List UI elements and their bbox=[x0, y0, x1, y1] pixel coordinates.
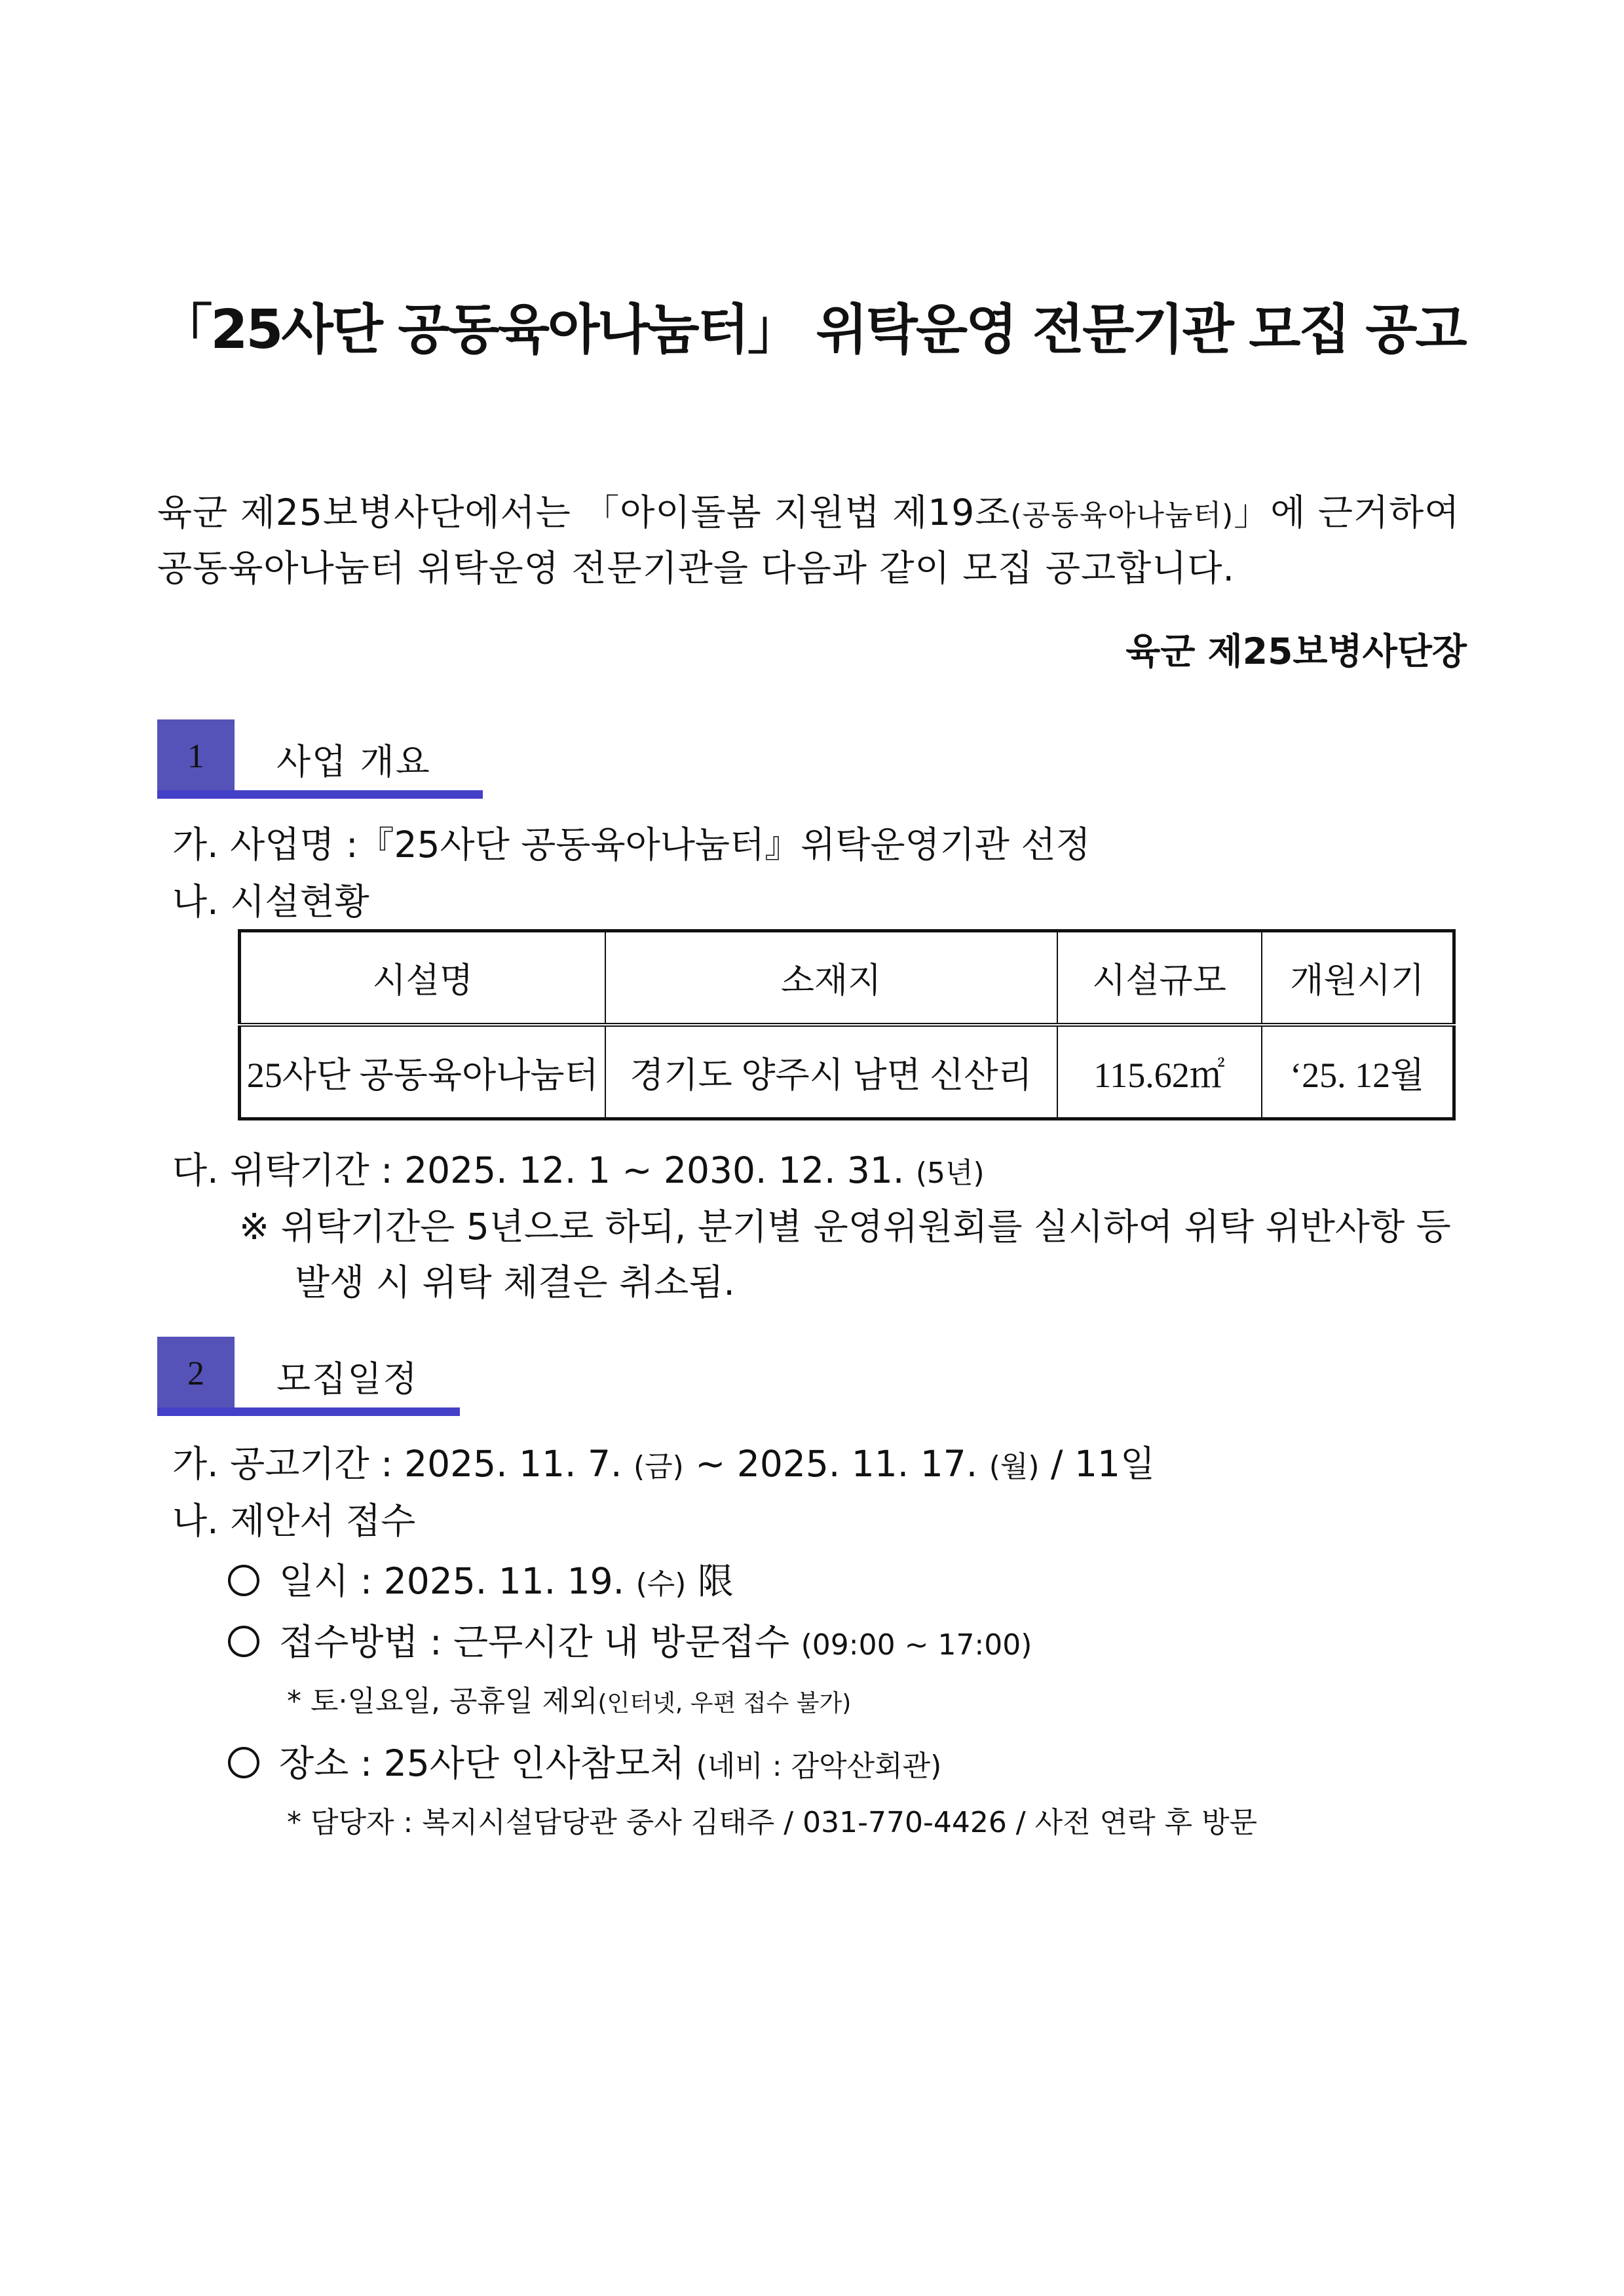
circle-bullet-icon bbox=[228, 1747, 259, 1778]
facility-header-name: 시설명 bbox=[240, 931, 605, 1025]
section-1-underline bbox=[157, 790, 483, 799]
submission-place-small: (네비 : 감악산회관) bbox=[696, 1750, 942, 1783]
item-ga-part-4: (월) bbox=[989, 1450, 1040, 1483]
submission-method-main: 접수방법 : 근무시간 내 방문접수 bbox=[279, 1621, 790, 1663]
note-line-2: 발생 시 위탁 체결은 취소됨. bbox=[295, 1261, 735, 1303]
facility-name-cell: 25사단 공동육아나눔터 bbox=[240, 1025, 605, 1119]
facility-size-cell: 115.62㎡ bbox=[1057, 1025, 1262, 1119]
intro-line-1-end: 」에 근거하여 bbox=[1234, 491, 1460, 533]
submission-date-small: (수) bbox=[635, 1567, 687, 1601]
facility-header-size: 시설규모 bbox=[1057, 931, 1262, 1025]
item-ga-part-5: / 11일 bbox=[1039, 1443, 1156, 1485]
facility-location-cell: 경기도 양주시 남면 신산리 bbox=[605, 1025, 1057, 1119]
section-1-item-na: 나. 시설현황 bbox=[172, 881, 369, 923]
section-2-number: 2 bbox=[157, 1337, 235, 1410]
item-ga-part-3: ~ 2025. 11. 17. bbox=[683, 1443, 978, 1485]
submission-method-small: (09:00 ~ 17:00) bbox=[801, 1628, 1032, 1662]
facility-header-opening: 개원시기 bbox=[1262, 931, 1454, 1025]
circle-bullet-icon bbox=[228, 1565, 259, 1596]
intro-line-2: 공동육아나눔터 위탁운영 전문기관을 다음과 같이 모집 공고합니다. bbox=[157, 547, 1236, 589]
note-line-1: ※ 위탁기간은 5년으로 하되, 분기별 운영위원회를 실시하여 위탁 위반사항 등 bbox=[239, 1206, 1451, 1248]
facility-table-row bbox=[240, 1025, 1454, 1119]
intro-line-1 bbox=[157, 484, 1467, 535]
section-1-item-da bbox=[172, 1141, 985, 1193]
submission-date-main: 일시 : 2025. 11. 19. bbox=[279, 1560, 625, 1602]
signature: 육군 제25보병사단장 bbox=[1125, 630, 1467, 672]
section-2-item-ga bbox=[172, 1435, 1155, 1487]
section-1-number: 1 bbox=[157, 719, 235, 793]
submission-place bbox=[228, 1734, 941, 1786]
submission-method-note bbox=[287, 1677, 851, 1719]
facility-opening-cell: ‘25. 12월 bbox=[1262, 1025, 1454, 1119]
item-da-main: 다. 위탁기간 : 2025. 12. 1 ~ 2030. 12. 31. bbox=[172, 1149, 905, 1191]
facility-table-header-row bbox=[240, 931, 1454, 1025]
contact-info: * 담당자 : 복지시설담당관 중사 김태주 / 031-770-4426 / 사전 연락 후 방문 bbox=[287, 1806, 1258, 1839]
facility-header-location: 소재지 bbox=[605, 931, 1057, 1025]
section-2-underline bbox=[157, 1407, 460, 1416]
facility-table bbox=[238, 929, 1456, 1120]
item-ga-part-1: 가. 공고기간 : 2025. 11. 7. bbox=[172, 1443, 622, 1485]
submission-method bbox=[228, 1613, 1032, 1665]
section-1-item-ga: 가. 사업명 :『25사단 공동육아나눔터』위탁운영기관 선정 bbox=[172, 824, 1091, 866]
intro-line-1-main: 육군 제25보병사단에서는 「아이돌봄 지원법 제19조 bbox=[157, 491, 1011, 533]
item-ga-part-2: (금) bbox=[633, 1450, 684, 1483]
submission-date bbox=[228, 1552, 734, 1604]
section-2-label: 모집일정 bbox=[276, 1358, 419, 1400]
section-1-label: 사업 개요 bbox=[276, 741, 431, 782]
method-note-small: (인터넷, 우편 접수 불가) bbox=[597, 1690, 852, 1717]
circle-bullet-icon bbox=[228, 1626, 259, 1657]
intro-line-1-small: (공동육아나눔터) bbox=[1010, 499, 1234, 532]
document-title: 「25사단 공동육아나눔터」 위탁운영 전문기관 모집 공고 bbox=[159, 299, 1465, 361]
section-2-item-na: 나. 제안서 접수 bbox=[172, 1500, 416, 1542]
submission-place-main: 장소 : 25사단 인사참모처 bbox=[279, 1742, 685, 1784]
item-da-small: (5년) bbox=[915, 1157, 985, 1190]
submission-date-end: 限 bbox=[686, 1560, 734, 1602]
method-note-main: * 토·일요일, 공휴일 제외 bbox=[287, 1685, 598, 1718]
